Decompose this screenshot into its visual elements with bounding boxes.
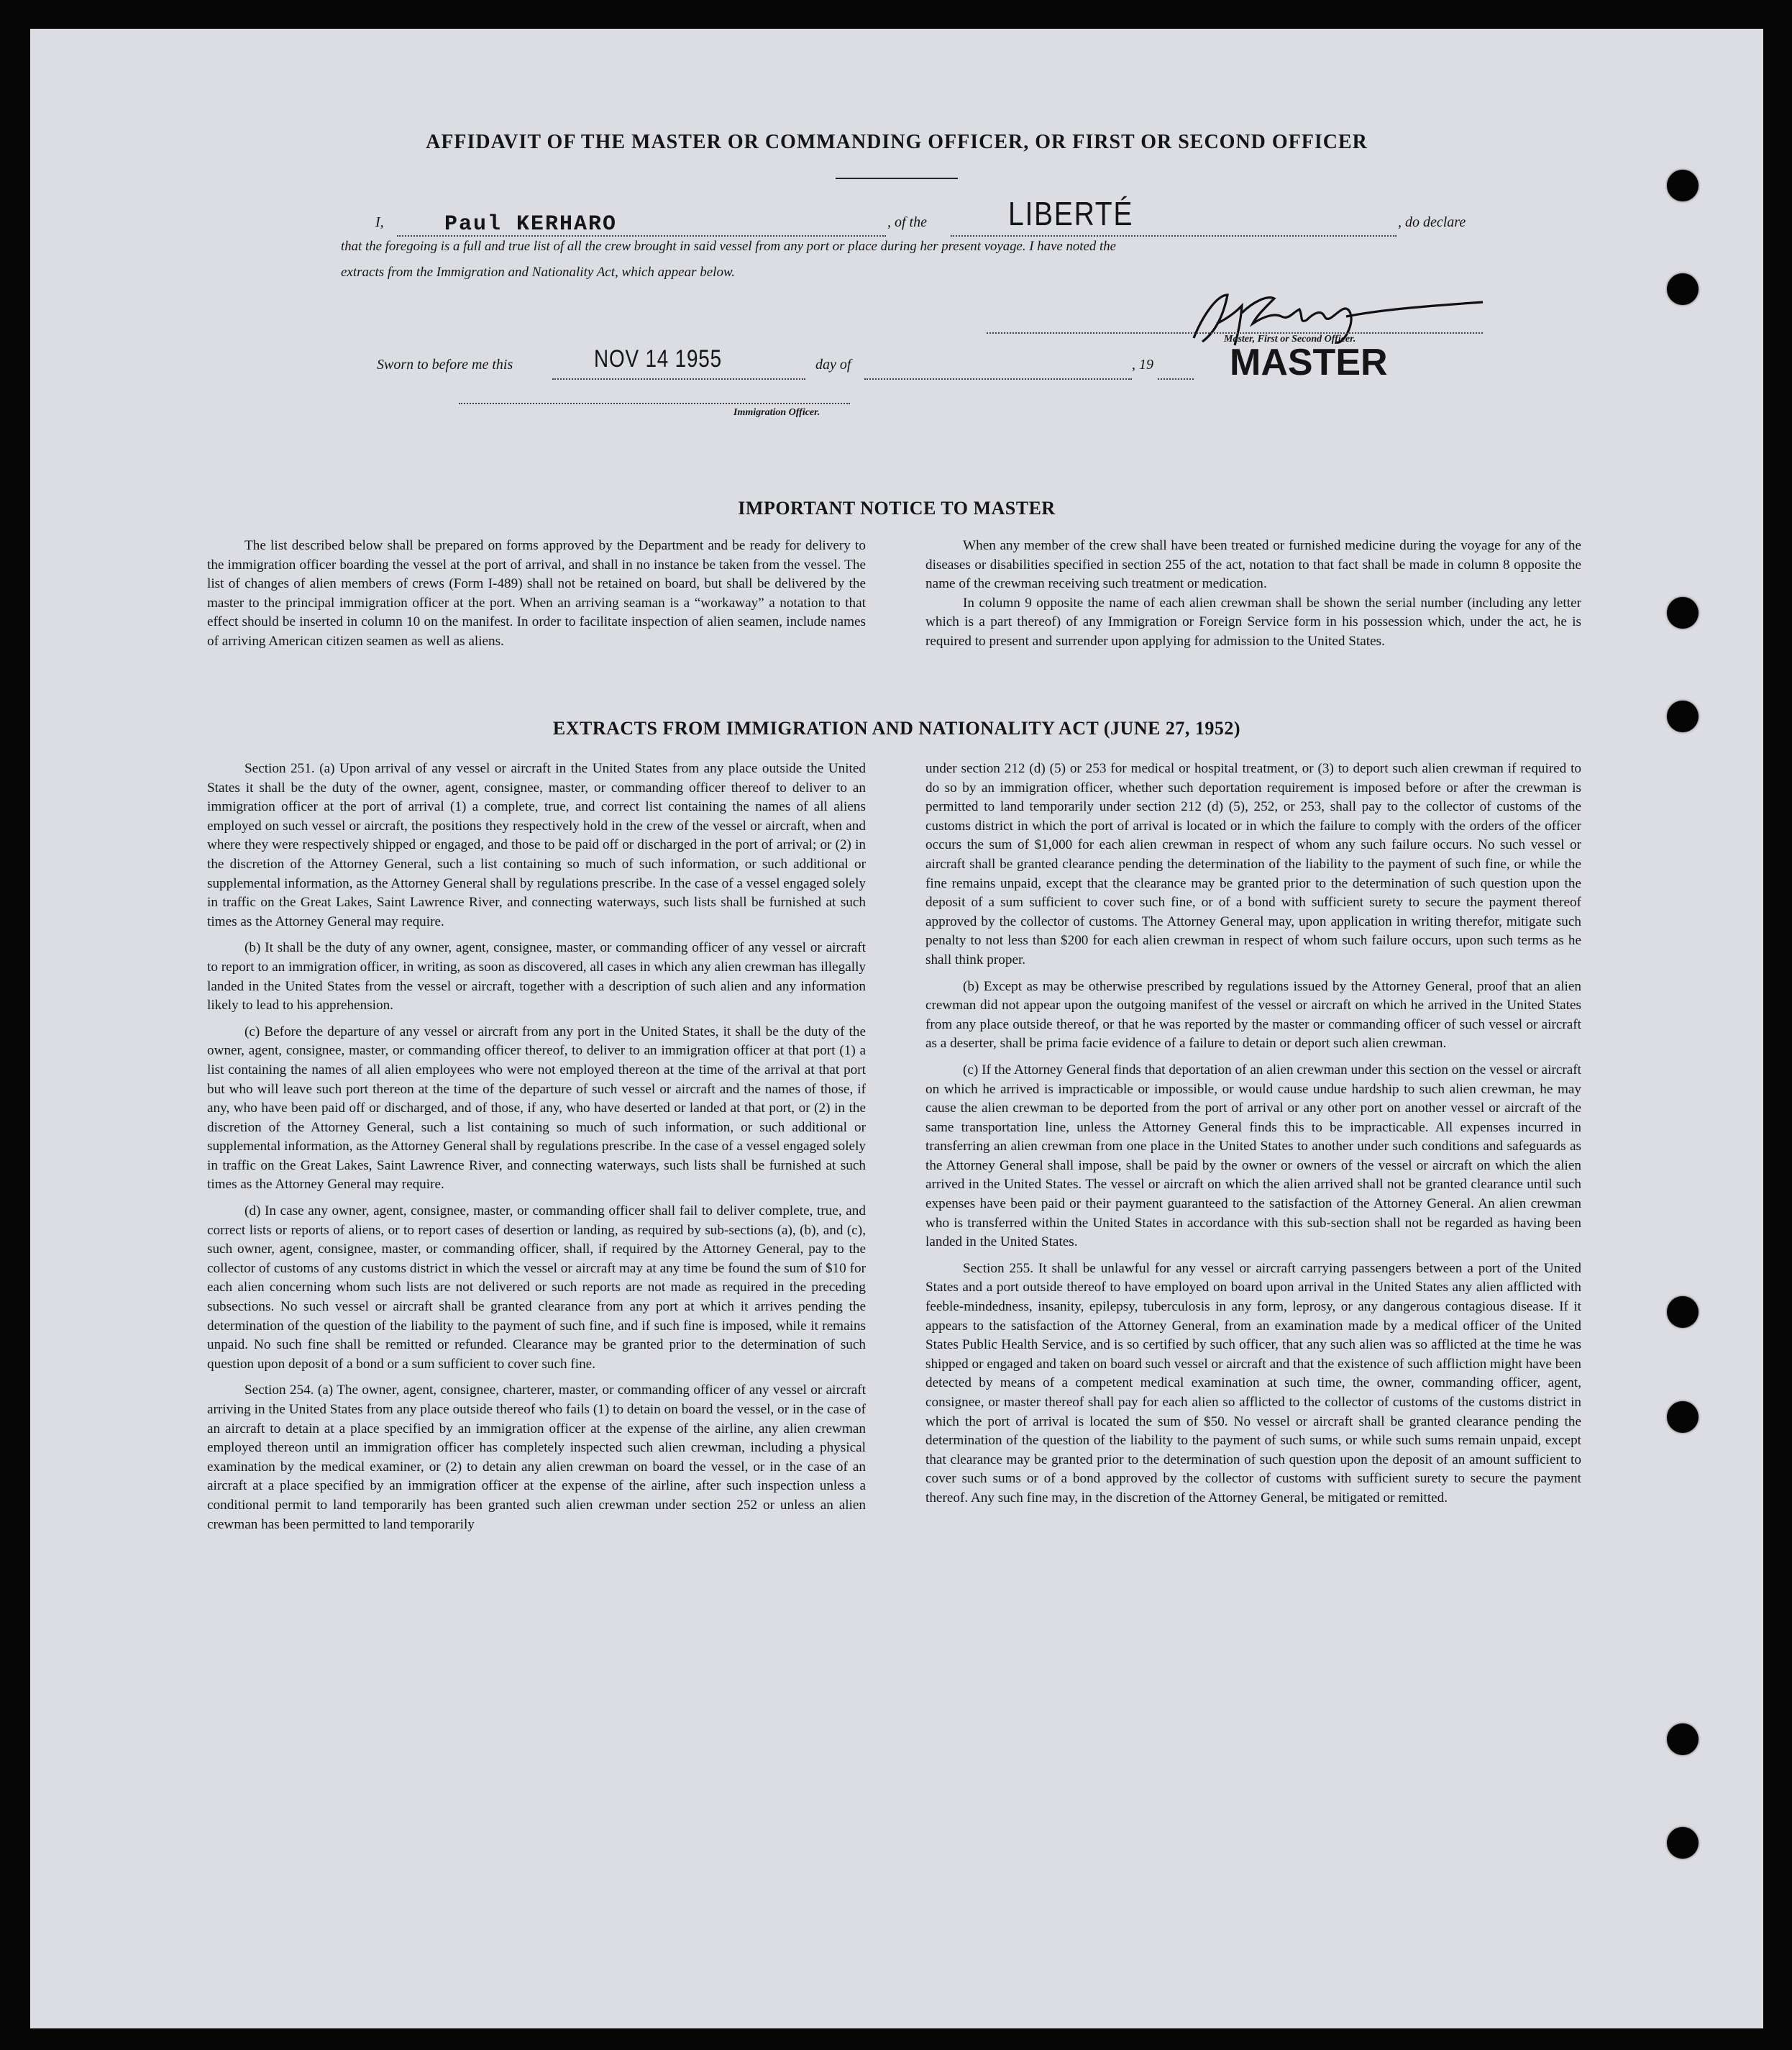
sworn-label: Sworn to before me this <box>377 357 513 373</box>
notice-paragraph: The list described below shall be prepared on forms approved by the Department and be ready for delivery to the immigration officer boarding the vessel at the port of arrival, and shall in no instance be taken from the vessel. The list of changes of alien members of crews (Form I-489) shall not be retained on board, but shall be delivered by the master to the principal immigration officer at the port. When an arriving seaman is a “workaway” a notation to that effect should be inserted in column 10 on the manifest. In order to facilitate inspection of alien seamen, include names of arriving American citizen seamen as well as aliens. <box>207 538 866 649</box>
sworn-date-stamp: NOV 14 1955 <box>594 345 722 373</box>
punch-hole <box>1667 1296 1699 1328</box>
extracts-left-column <box>207 760 866 1534</box>
extracts-title: EXTRACTS FROM IMMIGRATION AND NATIONALITY ACT (JUNE 27, 1952) <box>552 718 1241 739</box>
act-section-paragraph: (c) Before the departure of any vessel or aircraft from any port in the United States, it shall be the duty of the owner, agent, consignee, master, or commanding officer thereof, to deliver to an immigration officer at that port (1) a list containing the names of all alien employees who were not employed thereon at the time of the arrival at that port but who will leave such port thereon at the time of the departure of such vessel or aircraft and the names of those, if any, who have been paid off or discharged, and of those, if any, who have deserted or landed at that port, or (2) in the discretion of the Attorney General, such a list containing so much of such information, or such additional or supplemental information, as the Attorney General shall by regulations prescribe. In the case of a vessel engaged solely in traffic on the Great Lakes, Saint Lawrence River, and connecting waterways, such lists shall be furnished at such times as the Attorney General may require. <box>207 1024 866 1193</box>
punch-hole <box>1667 597 1699 629</box>
act-section-paragraph: under section 212 (d) (5) or 253 for medical or hospital treatment, or (3) to deport such alien crewman if required to do so by an immigration officer, whether such deportation requirement is imposed before or after the crewman is permitted to land temporarily under section 212 (d) (5), 252, or 253, shall pay to the collector of customs of the customs district in which the port of arrival is located or in which the failure to comply with the orders of the officer occurs the sum of $1,000 for each alien crewman in respect of whom any such failure occurs. No such vessel or aircraft shall be granted clearance pending the determination of the liability to the payment of such fine, or while the fine remains unpaid, except that the clearance may be granted prior to the determination of such question upon the deposit of a sum sufficient to cover such fine, or of a bond with sufficient surety to secure the payment thereof approved by the collector of customs. The Attorney General may, upon application in writing therefor, mitigate such penalty to not less than $200 for each alien crewman in respect of whom such failure occurs, upon such terms as he shall think proper. <box>925 761 1581 967</box>
immigration-officer-line <box>459 403 850 404</box>
act-section-paragraph: (c) If the Attorney General finds that deportation of an alien crewman under this section on the vessel or aircraft on which he arrived is impracticable or impossible, or would cause undue hardship to such alien crewman, he may cause the alien crewman to be deported from the port of arrival or any other port on another vessel or aircraft of the same transportation line, unless the Attorney General finds this to be impracticable. All expenses incurred in transferring an alien crewman from one place in the United States to another under such conditions and safeguards as the Attorney General shall impose, shall be paid by the owner or owners of the vessel or aircraft on which the alien arrived in the United States. The vessel or aircraft on which the alien arrived shall not be granted clearance until such expenses have been paid or their payment guaranteed to the satisfaction of the Attorney General. An alien crewman who is transferred within the United States in accordance with this sub-section shall not be regarded as having been landed in the United States. <box>925 1062 1581 1250</box>
heading-rule <box>836 178 958 179</box>
punch-hole <box>1667 170 1699 201</box>
master-name: Paul KERHARO <box>444 212 618 237</box>
affidavit-statement-cont: extracts from the Immigration and Nationality Act, which appear below. <box>341 265 735 280</box>
day-of-label: day of <box>815 357 851 373</box>
extracts-right-column <box>925 760 1581 1508</box>
year-label: , 19 <box>1132 357 1153 373</box>
master-stamp: MASTER <box>1230 342 1388 383</box>
i-label: I, <box>375 214 384 230</box>
act-section-paragraph: (d) In case any owner, agent, consignee, master, or commanding officer shall fail to deliver complete, true, and correct lists or reports of aliens, or to report cases of desertion or landing, as required by sub-sections (a), (b), and (c), such owner, agent, consignee, master, or commanding officer, shall, if required by the Attorney General, pay to the collector of customs of any customs district in which the vessel or aircraft may at any time be found the sum of $10 for each alien concerning whom such lists are not delivered or such reports are not made as required in the preceding subsections. No such vessel or aircraft shall be granted clearance from any port at which it arrives pending the determination of the question of the liability to the payment of such fine, and if such fine is imposed, while it remains unpaid. No such fine shall be remitted or refunded. Clearance may be granted prior to the determination of such question upon deposit of a bond or a sum sufficient to cover such fine. <box>207 1203 866 1372</box>
notice-right-column <box>925 537 1581 652</box>
punch-hole <box>1667 273 1699 305</box>
affidavit-heading: AFFIDAVIT OF THE MASTER OR COMMANDING OFFICER, OR FIRST OR SECOND OFFICER <box>426 131 1368 153</box>
act-section-paragraph: (b) Except as may be otherwise prescribed by regulations issued by the Attorney General, proof that an alien crewman did not appear upon the outgoing manifest of the vessel or aircraft on which he arrived in the United States from any place outside thereof, or that he was reported by the master or commanding officer of such vessel or aircraft as a deserter, shall be prima facie evidence of a failure to detain or deport such alien crewman. <box>925 978 1581 1052</box>
of-the-label: , of the <box>887 214 927 230</box>
notice-left-column <box>207 537 866 652</box>
do-declare-label: , do declare <box>1398 214 1466 230</box>
signature-caption: Master, First or Second Officer. <box>1224 334 1356 345</box>
act-section-paragraph: Section 254. (a) The owner, agent, consignee, charterer, master, or commanding officer of any vessel or aircraft arriving in the United States from any place outside thereof who fails (1) to detain on board the vessel, or in the case of an aircraft to detain at a place specified by an immigration officer at the expense of the airline, any alien crewman employed thereon until an immigration officer has completely inspected such alien crewman, including a physical examination by the medical examiner, or (2) to detain any alien crewman on board the vessel, or in the case of an aircraft at a place specified by an immigration officer at the expense of the airline, after such inspection unless a conditional permit to land temporarily has been granted such alien crewman under section 252 or unless an alien crewman has been permitted to land temporarily <box>207 1382 866 1532</box>
immigration-officer-label: Immigration Officer. <box>733 407 820 418</box>
document-page <box>30 29 1763 2028</box>
notice-paragraph: In column 9 opposite the name of each alien crewman shall be shown the serial number (including any letter which is a part thereof) of any Immigration or Foreign Service form in his possession which, under the act, he is required to present and surrender upon applying for admission to the United States. <box>925 595 1581 649</box>
punch-hole <box>1667 1401 1699 1433</box>
affidavit-statement: that the foregoing is a full and true list of all the crew brought in said vessel from any port or place during her present voyage. I have noted the <box>341 239 1116 254</box>
act-section-paragraph: Section 251. (a) Upon arrival of any vessel or aircraft in the United States from any place outside the United States it shall be the duty of the owner, agent, consignee, master, or commanding officer thereof to deliver to an immigration officer at the port of arrival (1) a complete, true, and correct list containing the names of all aliens employed on such vessel or aircraft, the positions they respectively hold in the crew of the vessel or aircraft, when and where they were respectively shipped or engaged, and those to be paid off or discharged in the port of arrival; or (2) in the discretion of the Attorney General, such a list containing so much of such information, or such additional or supplemental information, as the Attorney General shall by regulations prescribe. In the case of a vessel engaged solely in traffic on the Great Lakes, Saint Lawrence River, and connecting waterways, such lists shall be furnished at such times as the Attorney General may require. <box>207 761 866 929</box>
vessel-name: LIBERTÉ <box>1008 195 1134 232</box>
notice-title: IMPORTANT NOTICE TO MASTER <box>738 498 1056 519</box>
punch-hole <box>1667 1827 1699 1859</box>
sworn-date-line <box>552 378 805 380</box>
year-line <box>1158 378 1194 380</box>
punch-hole <box>1667 1723 1699 1755</box>
notice-paragraph: When any member of the crew shall have been treated or furnished medicine during the voyage for any of the diseases or disabilities specified in section 255 of the act, notation to that fact shall be made in column 8 opposite the name of the crewman receiving such treatment or medication. <box>925 538 1581 592</box>
month-line <box>864 378 1132 380</box>
act-section-paragraph: Section 255. It shall be unlawful for any vessel or aircraft carrying passengers between a port of the United States and a port outside thereof to have employed on board upon arrival in the United States any alien afflicted with feeble-mindedness, insanity, epilepsy, tuberculosis in any form, leprosy, or any dangerous contagious disease. If it appears to the satisfaction of the Attorney General, from an examination made by a medical officer of the United States Public Health Service, and is so certified by such officer, that any such alien was so afflicted at the time he was shipped or engaged and taken on board such vessel or aircraft and that the existence of such affliction might have been detected by means of a competent medical examination at such time, the owner, commanding officer, agent, consignee, or master thereof shall pay for each alien so afflicted to the collector of customs of the customs district in which the port of arrival is located the sum of $50. No vessel or aircraft shall be granted clearance pending the determination of the question of the liability to the payment of such sums, or while such sums remain unpaid, except that clearance may be granted prior to the determination of such question upon the deposit of an amount sufficient to cover such sums or of a bond approved by the collector of customs with sufficient surety to secure the payment thereof. Any such fine may, in the discretion of the Attorney General, be mitigated or remitted. <box>925 1260 1581 1505</box>
act-section-paragraph: (b) It shall be the duty of any owner, agent, consignee, master, or commanding officer of any vessel or aircraft to report to an immigration officer, in writing, as soon as discovered, all cases in which any alien crewman has illegally landed in the United States from the vessel or aircraft, together with a description of such alien and any information likely to lead to his apprehension. <box>207 940 866 1013</box>
vessel-line <box>951 235 1396 237</box>
